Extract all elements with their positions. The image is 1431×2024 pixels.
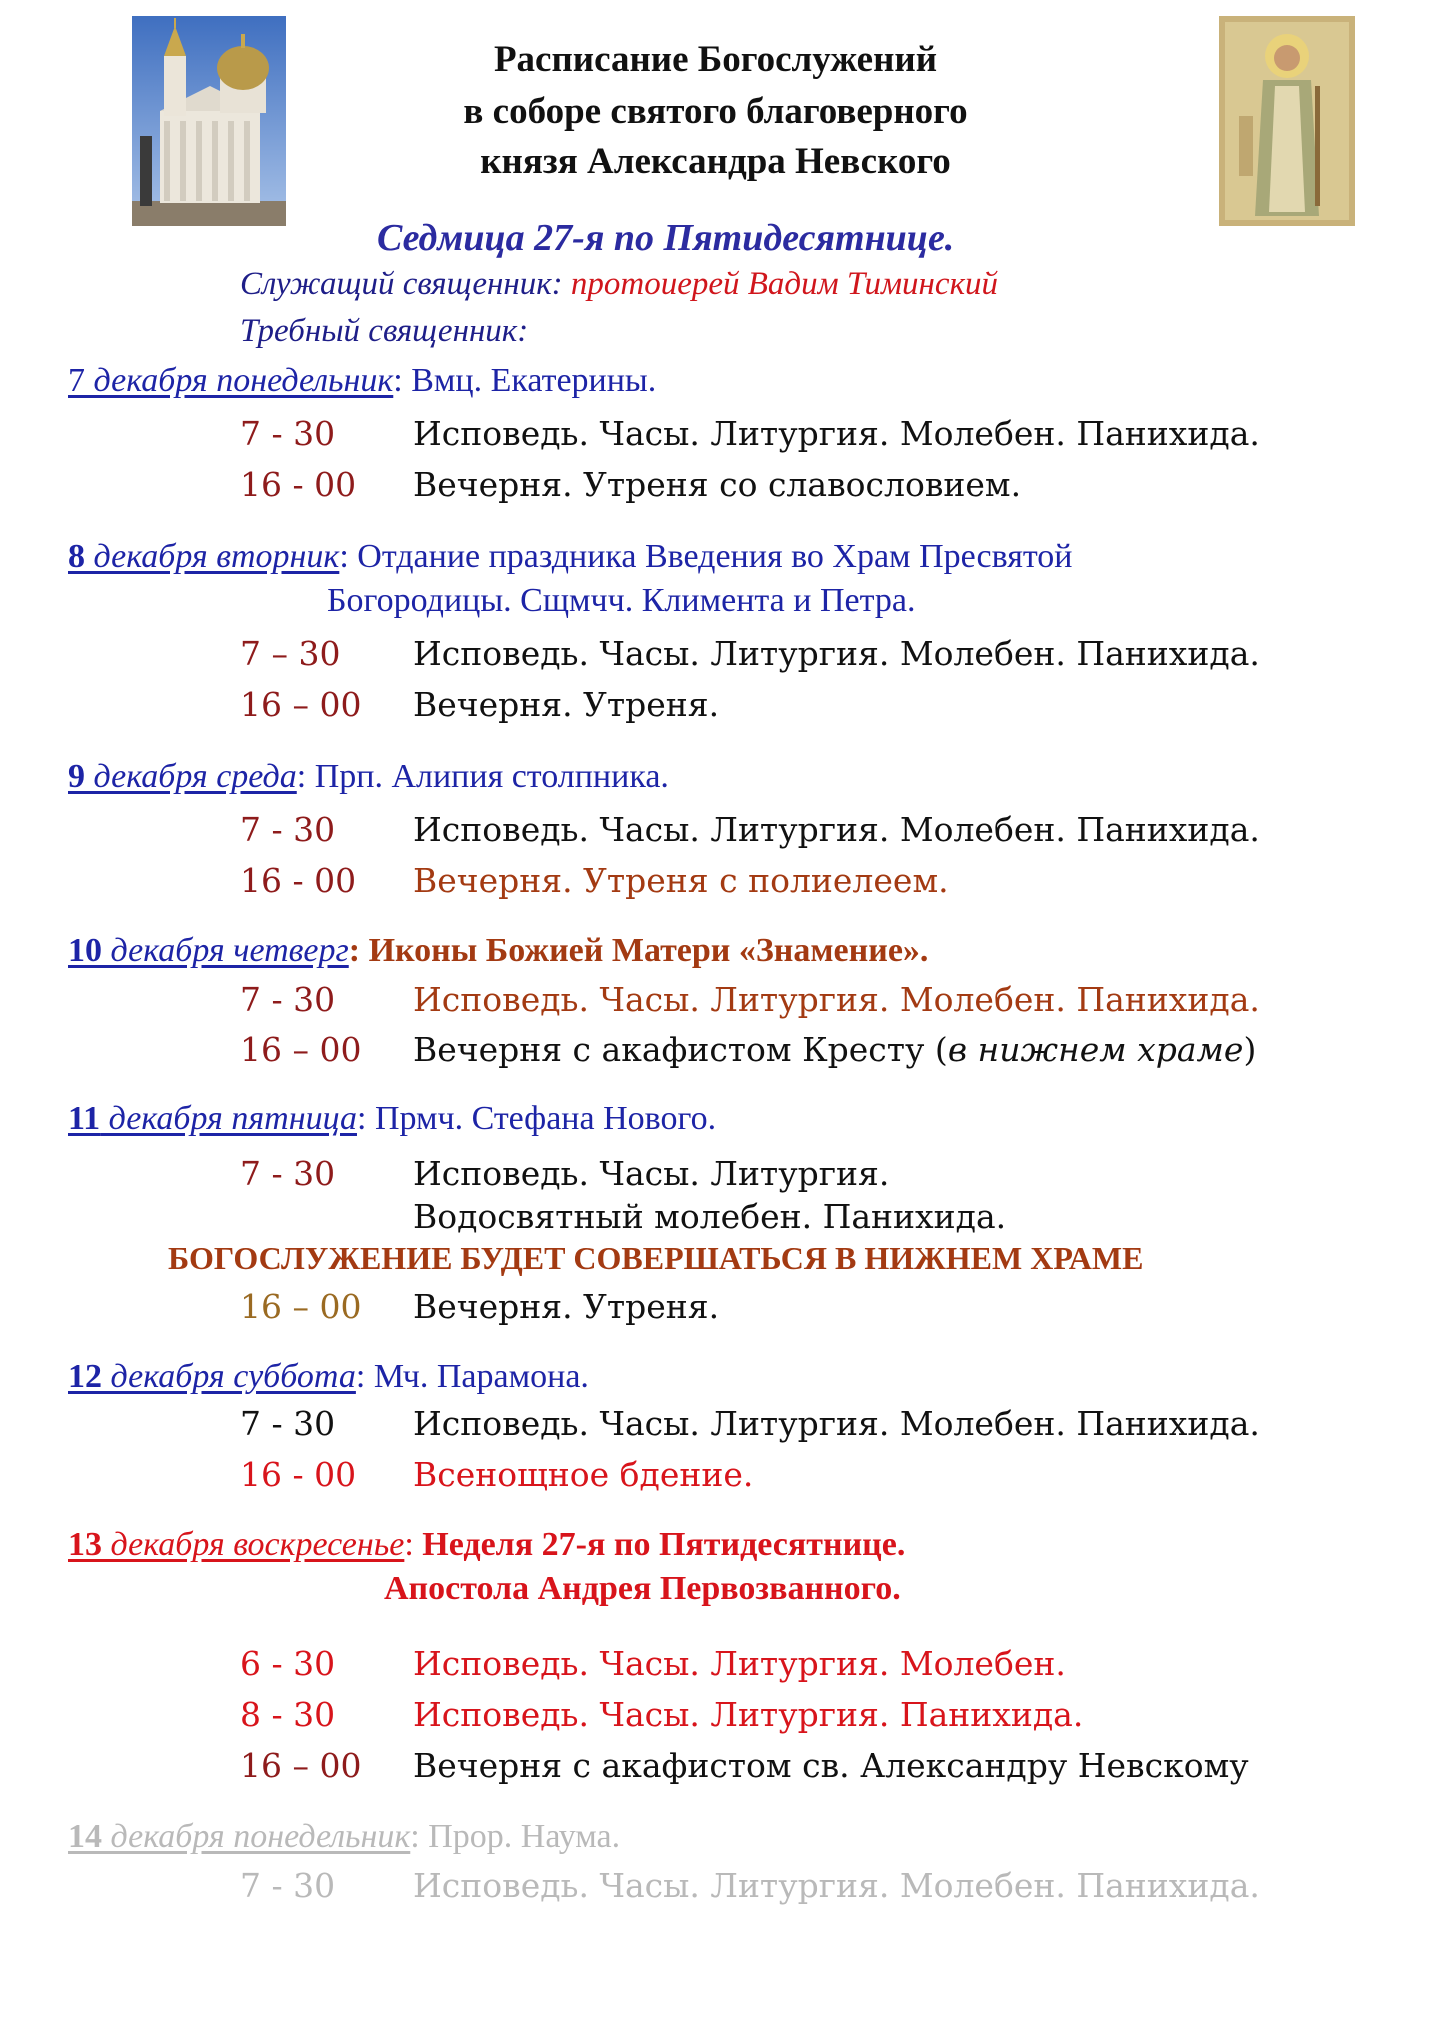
day-header: 10 декабря четверг: Иконы Божией Матери «Знамение». (68, 932, 929, 969)
service-time: 7 - 30 (240, 1866, 336, 1905)
week-heading: Седмица 27-я по Пятидесятнице. (377, 217, 955, 259)
service-time: 16 - 00 (240, 465, 357, 504)
day-date: декабря понедельник (102, 1818, 411, 1855)
day-feast: Иконы Божией Матери «Знамение». (360, 932, 929, 969)
service-time: 16 - 00 (240, 1455, 357, 1494)
day-feast: Прмч. Стефана Нового. (366, 1100, 717, 1137)
service-text: Вечерня. Утреня. (413, 685, 720, 724)
service-text: Исповедь. Часы. Литургия. Молебен. Панихида. (413, 1866, 1260, 1905)
day-number: 8 (68, 538, 85, 575)
day-header: 8 декабря вторник: Отдание праздника Введения во Храм Пресвятой (68, 538, 1073, 575)
service-time: 16 – 00 (240, 1287, 362, 1326)
service-time: 16 - 00 (240, 861, 357, 900)
service-time: 7 - 30 (240, 980, 336, 1019)
day-header: 7 декабря понедельник: Вмц. Екатерины. (68, 362, 657, 399)
day-header: 12 декабря суббота: Мч. Парамона. (68, 1358, 589, 1395)
service-text: Исповедь. Часы. Литургия. Молебен. Панихида. (413, 980, 1260, 1019)
day-number: 13 (68, 1526, 102, 1563)
service-time: 7 - 30 (240, 1154, 336, 1193)
service-text: Вечерня с акафистом Кресту (в нижнем храме) (413, 1030, 1257, 1069)
service-text: Исповедь. Часы. Литургия. Молебен. Панихида. (413, 810, 1260, 849)
day-feast: Прп. Алипия столпника. (306, 758, 669, 795)
service-time: 7 - 30 (240, 810, 336, 849)
day-feast: Неделя 27-я по Пятидесятнице. (413, 1526, 906, 1563)
service-text: Вечерня. Утреня со славословием. (413, 465, 1022, 504)
service-text: Исповедь. Часы. Литургия. Молебен. (413, 1644, 1066, 1683)
page-title-line-1: Расписание Богослужений (493, 39, 938, 80)
day-header: 9 декабря среда: Прп. Алипия столпника. (68, 758, 669, 795)
serving-priest (240, 266, 998, 303)
service-time: 8 - 30 (240, 1695, 336, 1734)
day-number: 7 (68, 362, 85, 399)
page-title-line-2: в соборе святого благоверного (463, 91, 968, 132)
day-date: декабря среда (85, 758, 297, 795)
day-header: 14 декабря понедельник: Прор. Наума. (68, 1818, 621, 1855)
service-text: Исповедь. Часы. Литургия. Молебен. Панихида. (413, 414, 1260, 453)
day-feast: Прор. Наума. (419, 1818, 621, 1855)
day-date: декабря воскресенье (102, 1526, 405, 1563)
day-header: 13 декабря воскресенье: Неделя 27-я по Пятидесятнице. (68, 1526, 906, 1563)
day-number: 10 (68, 932, 102, 969)
serving-priest-label: Служащий священник: (240, 266, 563, 302)
service-time: 7 – 30 (240, 634, 341, 673)
day-feast: Отдание праздника Введения во Храм Пресвятой (348, 538, 1073, 575)
service-text-cont: Водосвятный молебен. Панихида. (413, 1197, 1007, 1236)
day-number: 11 (68, 1100, 101, 1137)
service-time: 7 - 30 (240, 1404, 336, 1443)
service-text: Вечерня. Утреня. (413, 1287, 720, 1326)
service-time: 16 – 00 (240, 1746, 362, 1785)
day-date: декабря суббота (102, 1358, 356, 1395)
serving-priest-name: протоиерей Вадим Тиминский (570, 266, 999, 302)
day-date: декабря пятница (100, 1100, 357, 1137)
service-time: 16 – 00 (240, 1030, 362, 1069)
day-number: 9 (68, 758, 85, 795)
day-number: 12 (68, 1358, 102, 1395)
service-text: Исповедь. Часы. Литургия. Панихида. (413, 1695, 1084, 1734)
treb-priest-label: Требный священник: (240, 313, 529, 349)
notice-banner: БОГОСЛУЖЕНИЕ БУДЕТ СОВЕРШАТЬСЯ В НИЖНЕМ ХРАМЕ (168, 1240, 1144, 1276)
day-number: 14 (68, 1818, 102, 1855)
day-date: декабря вторник (85, 538, 340, 575)
day-date: декабря четверг (102, 932, 349, 969)
day-header: 11 декабря пятница: Прмч. Стефана Нового. (68, 1100, 717, 1137)
service-time: 16 – 00 (240, 685, 362, 724)
day-feast-cont: Богородицы. Сщмчч. Климента и Петра. (327, 582, 916, 619)
day-date: декабря понедельник (85, 362, 394, 399)
service-text: Вечерня. Утреня с полиелеем. (413, 861, 949, 900)
day-feast: Вмц. Екатерины. (402, 362, 657, 399)
service-text: Всенощное бдение. (413, 1455, 754, 1494)
service-time: 6 - 30 (240, 1644, 336, 1683)
day-feast: Мч. Парамона. (365, 1358, 589, 1395)
service-text: Исповедь. Часы. Литургия. Молебен. Панихида. (413, 1404, 1260, 1443)
service-time: 7 - 30 (240, 414, 336, 453)
service-text: Исповедь. Часы. Литургия. Молебен. Панихида. (413, 634, 1260, 673)
page-title-line-3: князя Александра Невского (480, 141, 951, 182)
service-text: Вечерня с акафистом св. Александру Невскому (413, 1746, 1249, 1785)
service-text: Исповедь. Часы. Литургия. (413, 1154, 890, 1193)
day-feast-cont: Апостола Андрея Первозванного. (384, 1570, 901, 1607)
